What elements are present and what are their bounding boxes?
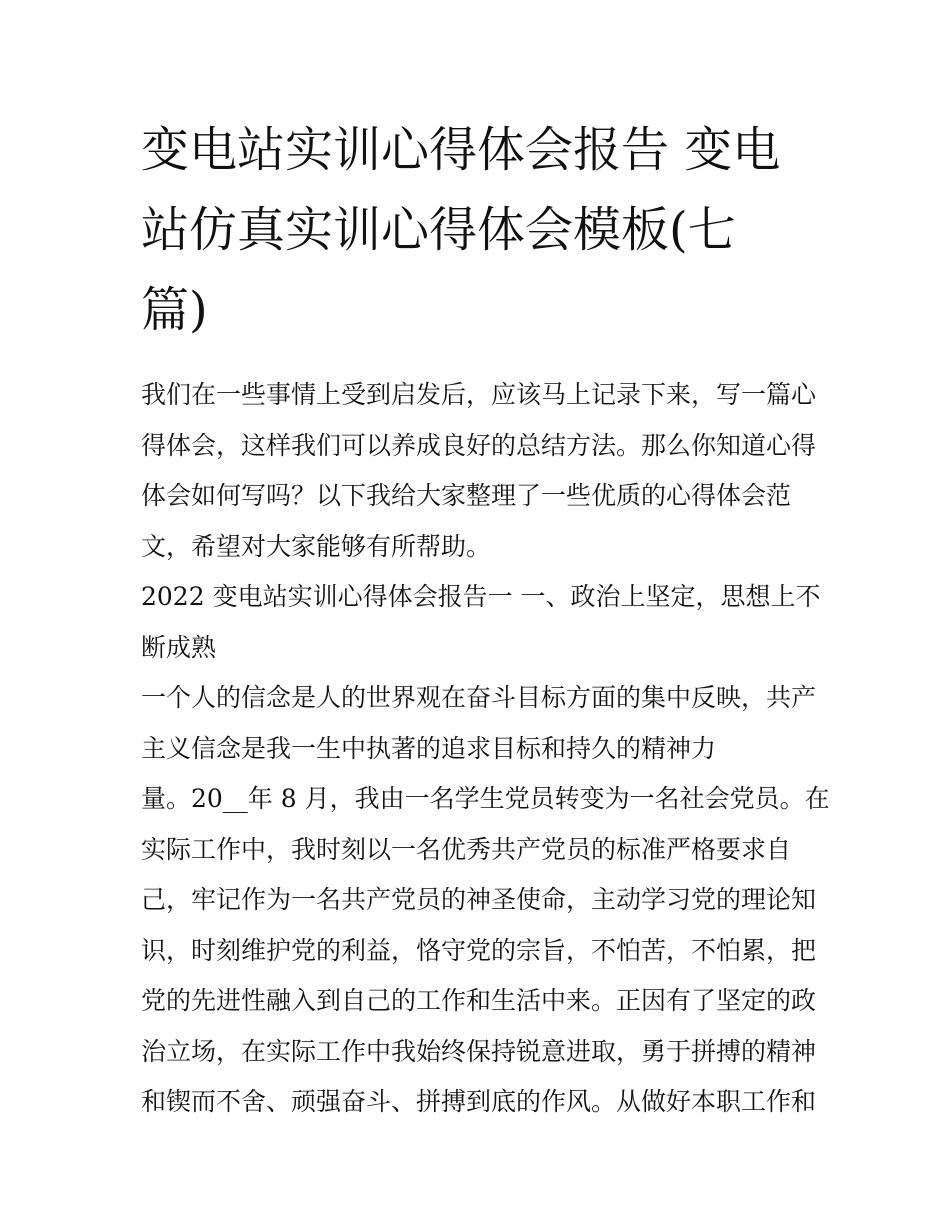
text-line: 己，牢记作为一名共产党员的神圣使命，主动学习党的理论知 [141,885,817,914]
text-line: 识，时刻维护党的利益，恪守党的宗旨，不怕苦，不怕累，把 [141,935,817,965]
text-line: 治立场，在实际工作中我始终保持锐意进取，勇于拼搏的精神 [141,1036,817,1066]
intro-paragraph [141,370,817,572]
title-line: 变电站实训心得体会报告 变电 [141,122,781,178]
text-line: 一个人的信念是人的世界观在奋斗目标方面的集中反映，共产 [141,683,817,712]
text-line: 实际工作中，我时刻以一名优秀共产党员的标准严格要求自 [141,834,792,864]
text-line: 量。20__年 8 月，我由一名学生党员转变为一名社会党员。在 [141,784,830,813]
title-line: 篇) [141,282,208,338]
text-line: 文，希望对大家能够有所帮助。 [141,531,492,561]
title-line: 站仿真实训心得体会模板(七 [141,202,736,258]
document-content [141,110,830,1128]
section-heading [141,572,821,673]
text-line: 得体会，这样我们可以养成良好的总结方法。那么你知道心得 [141,430,817,460]
text-line: 主义信念是我一生中执著的追求目标和持久的精神力 [141,733,717,763]
text-line: 断成熟 [141,632,217,662]
text-line: 和锲而不舍、顽强奋斗、拼搏到底的作风。从做好本职工作和 [141,1087,817,1116]
text-line: 我们在一些事情上受到启发后，应该马上记录下来，写一篇心 [141,380,817,409]
body-paragraph [141,673,830,1128]
text-line: 2022 变电站实训心得体会报告一 一、政治上坚定，思想上不 [141,582,821,611]
text-line: 党的先进性融入到自己的工作和生活中来。正因有了坚定的政 [141,986,817,1015]
text-line: 体会如何写吗？以下我给大家整理了一些优质的心得体会范 [141,481,792,510]
document-title [141,110,813,350]
